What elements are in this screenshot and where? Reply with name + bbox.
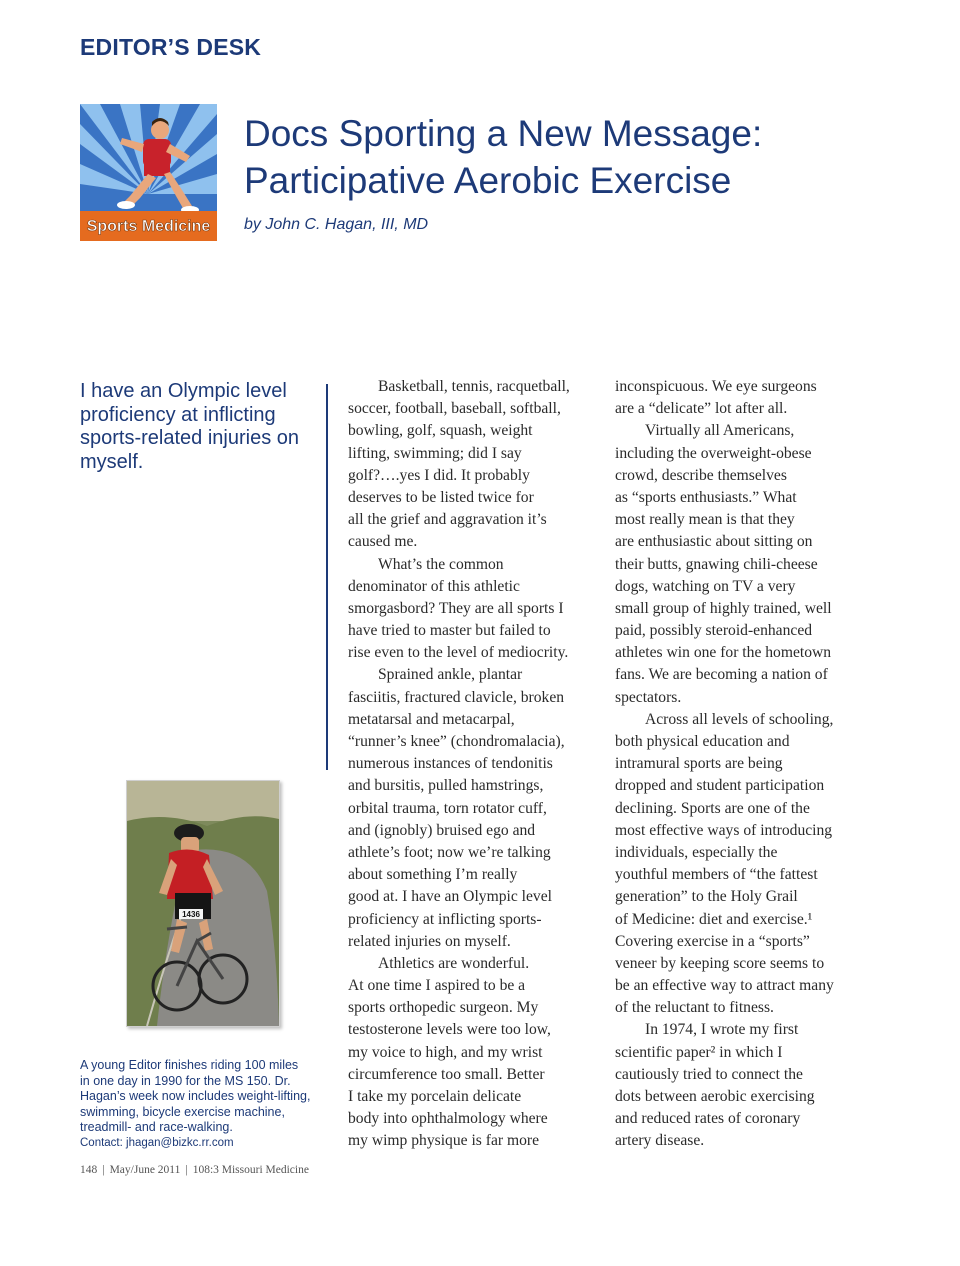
body-line: caused me. xyxy=(348,533,418,551)
body-line: Sprained ankle, plantar xyxy=(378,666,523,684)
body-line: their butts, gnawing chili-cheese xyxy=(615,555,818,573)
section-label: EDITOR’S DESK xyxy=(80,34,262,60)
body-line: dogs, watching on TV a very xyxy=(615,577,796,595)
body-line: soccer, football, baseball, softball, xyxy=(348,400,561,418)
contact-email[interactable]: Contact: jhagan@bizkc.rr.com xyxy=(80,1136,234,1149)
body-line: inconspicuous. We eye surgeons xyxy=(615,378,817,395)
body-line: spectators. xyxy=(615,688,682,706)
pull-quote-line: sports-related injuries on xyxy=(80,427,299,449)
body-line: most effective ways of introducing xyxy=(615,821,833,839)
body-line: athletes win one for the hometown xyxy=(615,644,832,662)
body-line: and reduced rates of coronary xyxy=(615,1110,801,1128)
body-line: about something I’m really xyxy=(348,866,518,884)
body-line: Across all levels of schooling, xyxy=(645,710,834,728)
pull-quote xyxy=(80,380,310,474)
body-line: rise even to the level of mediocrity. xyxy=(348,644,569,662)
body-line: “runner’s knee” (chondromalacia), xyxy=(348,733,565,750)
body-line: cautiously tried to connect the xyxy=(615,1065,803,1083)
body-line: including the overweight-obese xyxy=(615,444,812,462)
body-line: Basketball, tennis, racquetball, xyxy=(378,378,570,395)
body-line: At one time I aspired to be a xyxy=(348,977,526,995)
body-line: all the grief and aggravation it’s xyxy=(348,511,547,529)
body-line: dropped and student participation xyxy=(615,777,825,795)
body-column-1 xyxy=(348,376,600,1153)
body-line: individuals, especially the xyxy=(615,843,778,861)
body-line: have tried to master but failed to xyxy=(348,622,551,640)
body-line: generation” to the Holy Grail xyxy=(615,888,798,906)
issue-date: May/June 2011 xyxy=(109,1164,181,1176)
sports-medicine-logo xyxy=(80,104,217,241)
body-line: lifting, swimming; did I say xyxy=(348,444,522,462)
body-line: be an effective way to attract many xyxy=(615,977,834,995)
body-line: smorgasbord? They are all sports I xyxy=(348,599,564,617)
body-line: athlete’s foot; now we’re talking xyxy=(348,843,551,861)
body-line: veneer by keeping score seems to xyxy=(615,954,825,972)
logo-label: Sports Medicine xyxy=(86,218,211,235)
body-line: proficiency at inflicting sports- xyxy=(348,910,542,928)
body-line: of Medicine: diet and exercise.¹ xyxy=(615,910,813,928)
body-line: paid, possibly steroid-enhanced xyxy=(615,622,813,640)
body-line: numerous instances of tendonitis xyxy=(348,755,553,773)
body-line: circumference too small. Better xyxy=(348,1065,545,1083)
caption-line: Hagan’s week now includes weight-lifting, xyxy=(80,1089,311,1103)
body-line: related injuries on myself. xyxy=(348,932,511,950)
caption-line: treadmill- and race-walking. xyxy=(80,1120,233,1134)
caption-line: in one day in 1990 for the MS 150. Dr. xyxy=(80,1073,291,1088)
body-line: as “sports enthusiasts.” What xyxy=(615,488,797,506)
body-line: and bursitis, pulled hamstrings, xyxy=(348,777,544,795)
body-line: golf?….yes I did. It probably xyxy=(348,466,530,484)
body-line: Covering exercise in a “sports” xyxy=(615,932,810,950)
body-line: my wimp physique is far more xyxy=(348,1132,539,1150)
photo-caption xyxy=(80,1058,330,1151)
body-line: scientific paper² in which I xyxy=(615,1043,783,1061)
journal-name: 108:3 Missouri Medicine xyxy=(192,1164,309,1176)
body-line: fans. We are becoming a nation of xyxy=(615,666,828,684)
caption-line: A young Editor finishes riding 100 miles xyxy=(80,1058,299,1072)
body-line: small group of highly trained, well xyxy=(615,599,832,617)
body-column-2 xyxy=(615,376,865,1153)
caption-line: swimming, bicycle exercise machine, xyxy=(80,1104,285,1119)
cyclist-photo xyxy=(126,780,280,1027)
body-line: are enthusiastic about sitting on xyxy=(615,533,813,551)
pull-quote-line: myself. xyxy=(80,450,144,473)
body-line: Virtually all Americans, xyxy=(645,422,795,440)
footer-separator: | xyxy=(102,1164,105,1176)
column-divider xyxy=(326,384,328,770)
page-number: 148 xyxy=(80,1164,98,1176)
title-line: Participative Aerobic Exercise xyxy=(244,160,732,201)
body-line: In 1974, I wrote my first xyxy=(645,1021,799,1039)
body-line: intramural sports are being xyxy=(615,755,783,773)
body-line: What’s the common xyxy=(378,555,504,573)
body-line: good at. I have an Olympic level xyxy=(348,888,552,906)
bib-number: 1436 xyxy=(182,910,200,919)
body-line: dots between aerobic exercising xyxy=(615,1088,815,1105)
body-line: and (ignobly) bruised ego and xyxy=(348,821,536,839)
body-line: most really mean is that they xyxy=(615,511,795,529)
byline: by John C. Hagan, III, MD xyxy=(244,216,429,233)
body-line: I take my porcelain delicate xyxy=(348,1088,522,1105)
pull-quote-line: I have an Olympic level xyxy=(80,380,287,402)
body-line: youthful members of “the fattest xyxy=(615,866,818,884)
page-footer xyxy=(80,1164,309,1176)
body-line: Athletics are wonderful. xyxy=(378,954,530,972)
article-title xyxy=(244,110,884,204)
body-line: are a “delicate” lot after all. xyxy=(615,400,788,418)
body-line: deserves to be listed twice for xyxy=(348,488,534,506)
body-line: fasciitis, fractured clavicle, broken xyxy=(348,688,565,706)
body-line: both physical education and xyxy=(615,733,790,750)
body-line: of the reluctant to fitness. xyxy=(615,999,774,1017)
footer-separator: | xyxy=(185,1164,188,1176)
body-line: artery disease. xyxy=(615,1132,705,1150)
body-line: body into ophthalmology where xyxy=(348,1110,548,1128)
pull-quote-line: proficiency at inflicting xyxy=(80,403,276,426)
title-line: Docs Sporting a New Message: xyxy=(244,113,763,154)
body-line: orbital trauma, torn rotator cuff, xyxy=(348,799,547,817)
body-line: testosterone levels were too low, xyxy=(348,1021,551,1039)
body-line: declining. Sports are one of the xyxy=(615,799,810,817)
body-line: sports orthopedic surgeon. My xyxy=(348,999,539,1017)
body-line: bowling, golf, squash, weight xyxy=(348,422,533,440)
body-line: crowd, describe themselves xyxy=(615,466,787,484)
body-line: denominator of this athletic xyxy=(348,577,520,595)
body-line: metatarsal and metacarpal, xyxy=(348,710,515,728)
body-line: my voice to high, and my wrist xyxy=(348,1043,543,1061)
